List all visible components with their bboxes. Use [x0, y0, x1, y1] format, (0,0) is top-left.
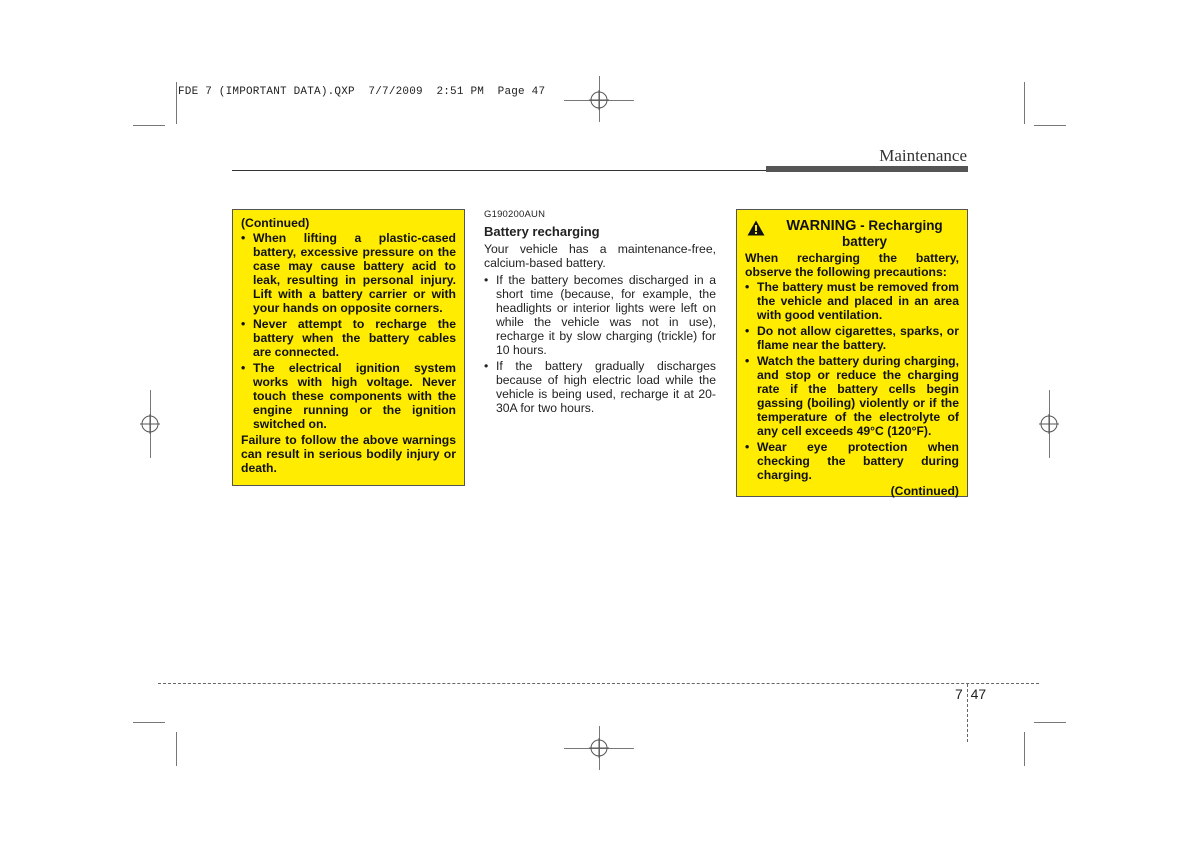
list-item: • Do not allow cigarettes, sparks, or flame near the battery. — [745, 324, 959, 352]
warning-intro: When recharging the battery, observe the following precautions: — [745, 251, 959, 279]
caution-list — [241, 231, 456, 431]
chapter-number: 7 — [955, 686, 963, 702]
list-item: • If the battery gradually discharges because of high electric load while the vehicle is being used, recharge it at 20-30A for two hours. — [484, 359, 716, 415]
caution-closing: Failure to follow the above warnings can result in serious bodily injury or death. — [241, 433, 456, 475]
recharge-list — [484, 273, 716, 415]
registration-mark-icon — [1039, 414, 1059, 434]
warning-triangle-icon — [747, 220, 765, 236]
list-item: • The electrical ignition system works with high voltage. Never touch these components with the engine running or the ignition switched on. — [241, 361, 456, 431]
list-item: • When lifting a plastic-cased battery, excessive pressure on the case may cause battery acid to leak, resulting in personal injury. Lift with a battery carrier or with your hands on opposite corners. — [241, 231, 456, 315]
caution-box-continued — [232, 209, 465, 486]
continued-label: (Continued) — [890, 484, 959, 498]
battery-recharging-section — [484, 208, 716, 417]
registration-mark-icon — [589, 738, 609, 758]
section-heading: Battery recharging — [484, 224, 600, 239]
print-slug: FDE 7 (IMPORTANT DATA).QXP 7/7/2009 2:51 PM Page 47 — [178, 86, 546, 98]
list-item: • Never attempt to recharge the battery when the battery cables are connected. — [241, 317, 456, 359]
warning-title — [770, 218, 959, 250]
section-code: G190200AUN — [484, 209, 546, 220]
list-item: • The battery must be removed from the vehicle and placed in an area with good ventilation. — [745, 280, 959, 322]
header-bar — [766, 166, 968, 172]
continued-label: (Continued) — [241, 216, 310, 230]
list-item: • If the battery becomes discharged in a short time (because, for example, the headlights or interior lights were left on while the vehicle was not in use), recharge it by slow charging (trickle) for 10 hours. — [484, 273, 716, 357]
footer-rule — [158, 683, 1039, 684]
list-item: • Wear eye protection when checking the battery during charging. — [745, 440, 959, 482]
page-in-chapter: 47 — [970, 686, 987, 702]
section-title: Maintenance — [879, 146, 967, 165]
registration-mark-icon — [589, 90, 609, 110]
warning-box — [736, 209, 968, 497]
list-item: • Watch the battery during charging, and stop or reduce the charging rate if the battery cells begin gassing (boiling) violently or if the temperature of the electrolyte of any cell exceeds 49°C (120°F). — [745, 354, 959, 438]
page-number — [955, 686, 986, 702]
warning-header — [745, 218, 959, 250]
section-intro: Your vehicle has a maintenance-free, calcium-based battery. — [484, 242, 716, 270]
warning-subject: - Recharging battery — [841, 218, 943, 249]
warning-list — [745, 280, 959, 482]
registration-mark-icon — [140, 414, 160, 434]
warning-word: WARNING — [786, 218, 857, 234]
